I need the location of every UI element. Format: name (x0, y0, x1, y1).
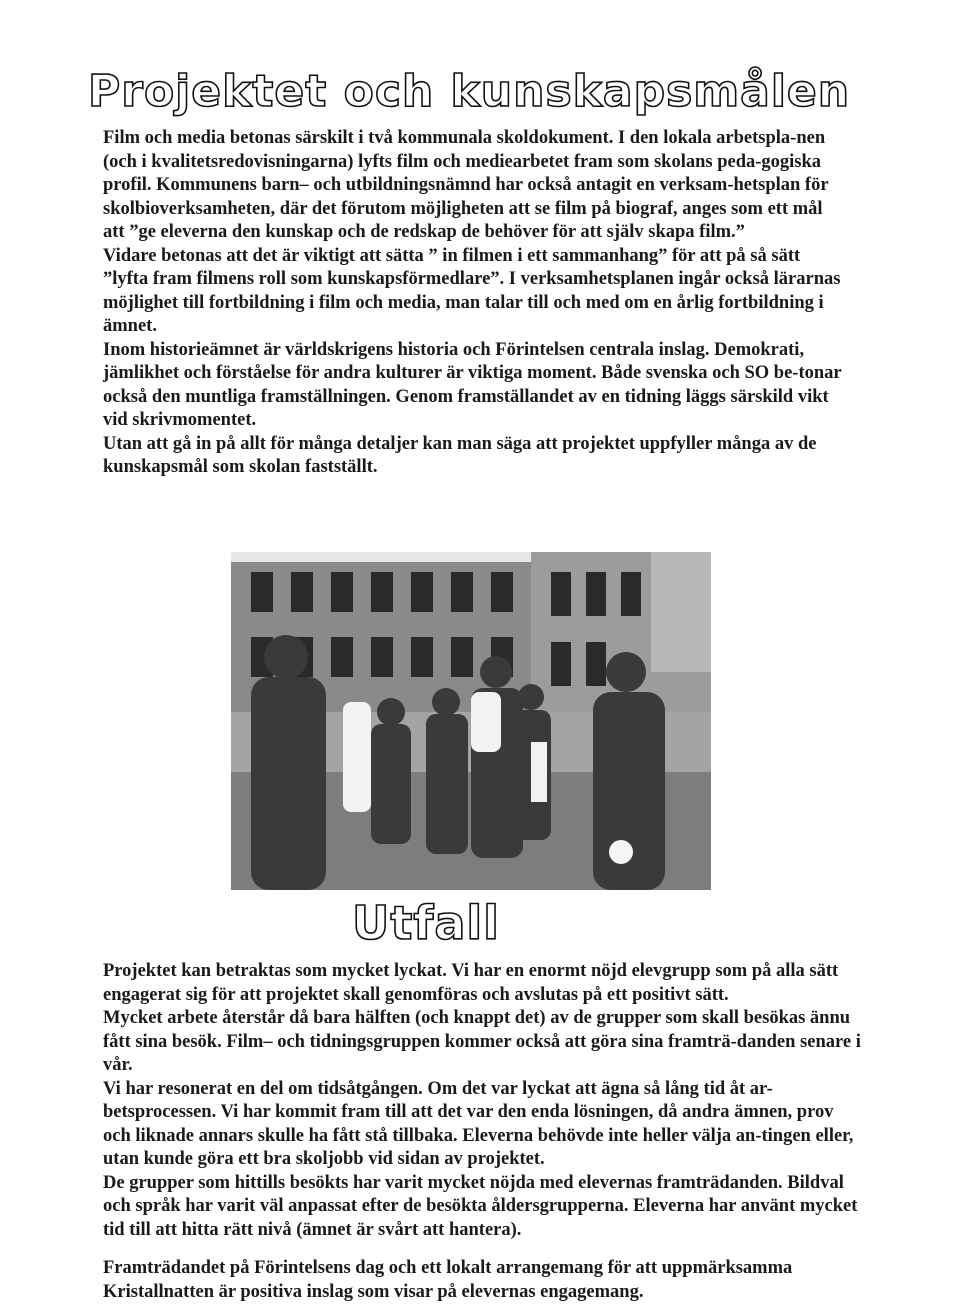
section-title-utfall: Utfall (352, 896, 500, 950)
paragraph: Mycket arbete återstår då bara hälften (och knappt det) av de grupper som skall besökas ännu fått sina besök. Film– och tidningsgruppen kommer också att göra sina framträ-danden senare i vår. (103, 1008, 861, 1075)
paragraph: Inom historieämnet är världskrigens historia och Förintelsen centrala inslag. Demokrati, jämlikhet och förståelse för andra kulturer är viktiga moment. Både svenska och SO be-tonar också den muntliga framställningen. Genom framställandet av en tidning läggs särskild vikt vid skrivmomentet. (103, 339, 842, 430)
section-goals (103, 127, 843, 480)
paragraph: De grupper som hittills besökts har varit mycket nöjda med elevernas framträdanden. Bildval och språk har varit väl anpassat efter de besökta åldersgrupperna. Eleverna har använt mycket tid till att hitta rätt nivå (ämnet är svårt att hantera). (103, 1172, 858, 1240)
paragraph: Film och media betonas särskilt i två kommunala skoldokument. I den lokala arbetspla-nen (och i kvalitetsredovisningarna) lyfts film och mediearbetet fram som skolans peda-gogiska profil. Kommunens barn– och utbildningsnämnd har också antagit en verksam-hetsplan för skolbioverksamheten, där det förutom möjligheten att se film på biograf, anges som ett mål att ”ge eleverna den kunskap och de redskap de behöver för att själv skapa film.” (103, 128, 829, 242)
paragraph: Vidare betonas att det är viktigt att sätta ” in filmen i ett sammanhang” för att på så sätt ”lyfta fram filmens roll som kunskapsförmedlare”. I verksamhetsplanen ingår också lärarnas möjlighet till fortbildning i film och media, man talar till och med om en årlig fortbildning i ämnet. (103, 245, 841, 336)
section-outcome (103, 960, 863, 1242)
paragraph: Framträdandet på Förintelsens dag och ett lokalt arrangemang för att uppmärksamma Kristallnatten är positiva inslag som visar på elevernas engagemang. (103, 1258, 793, 1302)
paragraph: Projektet kan betraktas som mycket lyckat. Vi har en enormt nöjd elevgrupp som på alla sätt engagerat sig för att projektet skall genomföras och avslutas på ett positivt sätt. (103, 961, 839, 1005)
paragraph: Vi har resonerat en del om tidsåtgången. Om det var lyckat att ägna så lång tid åt ar-betsprocessen. Vi har kommit fram till att det var den enda lösningen, då andra ämnen, prov och liknade annars skulle ha fått stå tillbaka. Eleverna behövde inte heller välja an-tingen eller, utan kunde göra ett bra skoljobb vid sidan av projektet. (103, 1078, 854, 1169)
section-closing (103, 1257, 863, 1304)
paragraph: Utan att gå in på allt för många detaljer kan man säga att projektet uppfyller många av de kunskapsmål som skolan fastställt. (103, 433, 817, 477)
page-title: Projektet och kunskapsmålen (88, 66, 851, 117)
group-photo (231, 552, 711, 890)
